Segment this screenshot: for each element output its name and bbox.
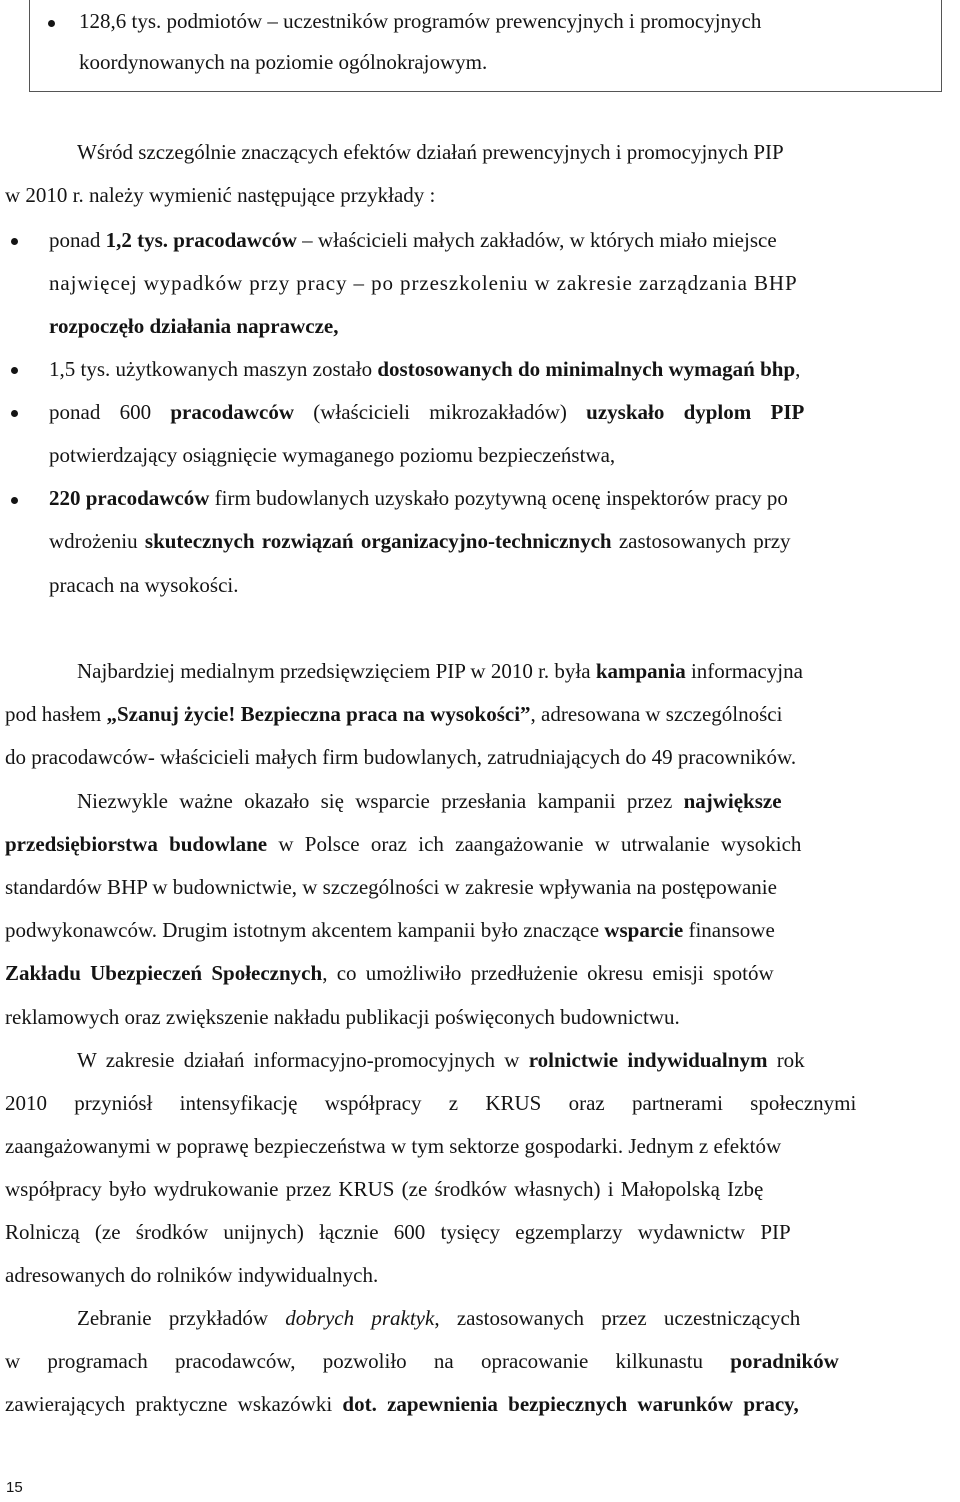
bullet-3-line-2: potwierdzający osiągnięcie wymaganego poziomu bezpieczeństwa, — [49, 443, 616, 467]
bullet-4-line-2: wdrożeniu skutecznych rozwiązań organizacyjno-technicznych zastosowanych przy — [49, 529, 791, 553]
support-line-2: przedsiębiorstwa budowlane w Polsce oraz ich zaangażowanie w utrwalanie wysokich — [5, 832, 802, 856]
support-line-1: Niezwykle ważne okazało się wsparcie przesłania kampanii przez największe — [77, 789, 782, 813]
support-line-4: podwykonawców. Drugim istotnym akcentem kampanii było znaczące wsparcie finansowe — [5, 918, 775, 942]
bullet-icon — [11, 410, 18, 417]
bullet-1-line-1: ponad 1,2 tys. pracodawców – właścicieli małych zakładów, w których miało miejsce — [49, 228, 777, 252]
practices-line-3: zawierających praktyczne wskazówki dot. zapewnienia bezpiecznych warunków pracy, — [5, 1392, 799, 1416]
intro-line-2: w 2010 r. należy wymienić następujące przykłady : — [5, 183, 436, 207]
boxed-list — [29, 0, 942, 92]
bullet-1-line-2: najwięcej wypadków przy pracy – po przeszkoleniu w zakresie zarządzania BHP — [49, 271, 798, 295]
bullet-2-line-1: 1,5 tys. użytkowanych maszyn zostało dostosowanych do minimalnych wymagań bhp, — [49, 357, 801, 381]
bullet-icon — [11, 497, 18, 504]
krus-line-1: W zakresie działań informacyjno-promocyjnych w rolnictwie indywidualnym rok — [77, 1048, 805, 1072]
bullet-1-line-3: rozpoczęło działania naprawcze, — [49, 314, 339, 338]
bullet-4-line-1: 220 pracodawców firm budowlanych uzyskało pozytywną ocenę inspektorów pracy po — [49, 486, 788, 510]
campaign-line-1: Najbardziej medialnym przedsięwzięciem PIP w 2010 r. była kampania informacyjna — [77, 659, 803, 683]
krus-line-2: 2010 przyniósł intensyfikację współpracy z KRUS oraz partnerami społecznymi — [5, 1091, 857, 1115]
krus-line-3: zaangażowanymi w poprawę bezpieczeństwa w tym sektorze gospodarki. Jednym z efektów — [5, 1134, 782, 1158]
bullet-3-line-1: ponad 600 pracodawców (właścicieli mikrozakładów) uzyskało dyplom PIP — [49, 400, 805, 424]
boxed-line-1: 128,6 tys. podmiotów – uczestników programów prewencyjnych i promocyjnych — [79, 9, 762, 33]
boxed-line-2: koordynowanych na poziomie ogólnokrajowym. — [79, 50, 488, 74]
intro-line-1: Wśród szczególnie znaczących efektów działań prewencyjnych i promocyjnych PIP — [77, 140, 784, 164]
krus-line-4: współpracy było wydrukowanie przez KRUS (ze środków własnych) i Małopolską Izbę — [5, 1177, 764, 1201]
krus-line-5: Rolniczą (ze środków unijnych) łącznie 600 tysięcy egzemplarzy wydawnictw PIP — [5, 1220, 791, 1244]
support-line-3: standardów BHP w budownictwie, w szczególności w zakresie wpływania na postępowanie — [5, 875, 777, 899]
practices-line-2: w programach pracodawców, pozwoliło na opracowanie kilkunastu poradników — [5, 1349, 839, 1373]
bullet-icon — [48, 20, 55, 27]
practices-line-1: Zebranie przykładów dobrych praktyk, zastosowanych przez uczestniczących — [77, 1306, 801, 1330]
page-number: 15 — [6, 1479, 23, 1496]
bullet-4-line-3: pracach na wysokości. — [49, 573, 239, 597]
bullet-icon — [11, 238, 18, 245]
campaign-line-2: pod hasłem „Szanuj życie! Bezpieczna praca na wysokości”, adresowana w szczególności — [5, 702, 783, 726]
support-line-6: reklamowych oraz zwiększenie nakładu publikacji poświęconych budownictwu. — [5, 1005, 680, 1029]
krus-line-6: adresowanych do rolników indywidualnych. — [5, 1263, 379, 1287]
campaign-line-3: do pracodawców- właścicieli małych firm budowlanych, zatrudniających do 49 pracowników. — [5, 745, 797, 769]
bullet-icon — [11, 367, 18, 374]
support-line-5: Zakładu Ubezpieczeń Społecznych, co umożliwiło przedłużenie okresu emisji spotów — [5, 961, 774, 985]
